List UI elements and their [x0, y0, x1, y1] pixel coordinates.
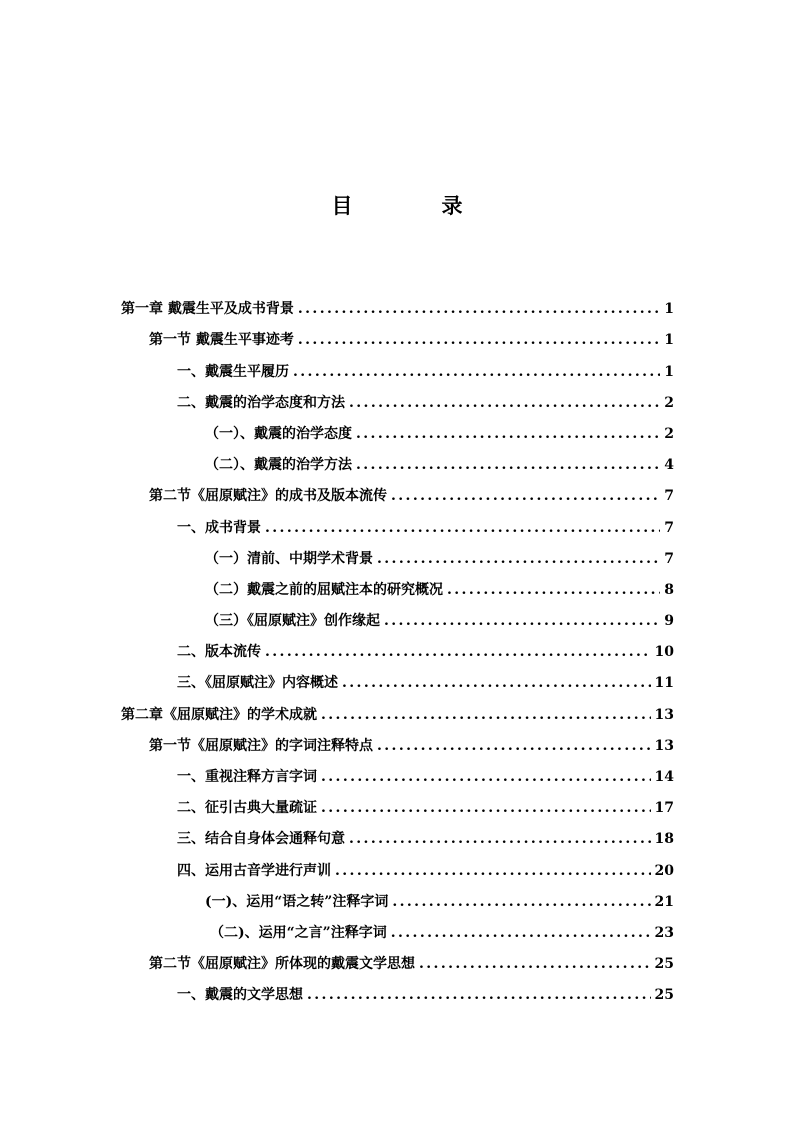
toc-page-number: 7 — [664, 488, 674, 504]
toc-page-number: 10 — [654, 644, 674, 660]
toc-page-number: 23 — [654, 925, 674, 941]
toc-page-number: 8 — [664, 582, 674, 598]
toc-entry-label: （一）清前、中期学术背景 — [205, 551, 373, 567]
toc-dot-leader — [321, 799, 651, 817]
toc-entry-subsection[interactable] — [0, 984, 674, 1004]
toc-entry-item[interactable] — [0, 891, 674, 911]
toc-entry-label: 第二节《屈原赋注》的成书及版本流传 — [149, 488, 387, 504]
toc-entry-subsection[interactable] — [0, 860, 674, 880]
toc-dot-leader — [392, 893, 650, 911]
toc-entry-label: （二）、戴震的治学方法 — [205, 457, 352, 473]
toc-entry-label: 第二章《屈原赋注》的学术成就 — [121, 707, 317, 723]
toc-entry-section[interactable] — [0, 329, 674, 349]
toc-page-number: 25 — [654, 987, 674, 1003]
toc-dot-leader — [419, 955, 651, 973]
toc-entry-label: （二）戴震之前的屈赋注本的研究概况 — [205, 582, 443, 598]
toc-dot-leader — [384, 612, 660, 630]
toc-entry-label: 三、结合自身体会通释句意 — [177, 831, 345, 847]
toc-entry-item[interactable] — [0, 922, 674, 942]
toc-entry-item[interactable] — [0, 610, 674, 630]
toc-entry-label: （三）《屈原赋注》创作缘起 — [205, 613, 380, 629]
toc-page-number: 14 — [654, 769, 674, 785]
toc-dot-leader — [265, 643, 651, 661]
toc-entry-subsection[interactable] — [0, 517, 674, 537]
toc-entry-subsection[interactable] — [0, 392, 674, 412]
toc-page-number: 1 — [664, 364, 674, 380]
toc-page-number: 7 — [664, 551, 674, 567]
toc-dot-leader — [321, 706, 651, 724]
toc-page-number: 13 — [654, 738, 674, 754]
toc-entry-label: 一、重视注释方言字词 — [177, 769, 317, 785]
toc-entry-label: 第一章 戴震生平及成书背景 — [121, 301, 294, 317]
toc-entry-label: 一、戴震生平履历 — [177, 364, 289, 380]
toc-entry-item[interactable] — [0, 454, 674, 474]
toc-page-number: 2 — [664, 426, 674, 442]
toc-dot-leader — [356, 456, 660, 474]
toc-page-number: 17 — [654, 800, 674, 816]
toc-dot-leader — [298, 331, 660, 349]
toc-entry-label: （二)、运用“之言”注释字词 — [210, 925, 387, 941]
toc-entry-label: 二、戴震的治学态度和方法 — [177, 395, 345, 411]
toc-entry-subsection[interactable] — [0, 766, 674, 786]
toc-dot-leader — [335, 862, 651, 880]
toc-page-number: 18 — [654, 831, 674, 847]
toc-entry-label: 第一节《屈原赋注》的字词注释特点 — [149, 738, 373, 754]
toc-entry-label: 三、《屈原赋注》内容概述 — [177, 675, 338, 691]
toc-page-number: 2 — [664, 395, 674, 411]
toc-entry-item[interactable] — [0, 548, 674, 568]
toc-entry-item[interactable] — [0, 423, 674, 443]
toc-dot-leader — [377, 737, 651, 755]
toc-entry-section[interactable] — [0, 485, 674, 505]
toc-dot-leader — [391, 924, 651, 942]
toc-dot-leader — [298, 300, 660, 318]
toc-entry-section[interactable] — [0, 953, 674, 973]
toc-entry-label: 一、成书背景 — [177, 520, 261, 536]
toc-dot-leader — [447, 581, 660, 599]
toc-dot-leader — [349, 394, 660, 412]
toc-dot-leader — [307, 986, 651, 1004]
toc-entry-label: 二、征引古典大量疏证 — [177, 800, 317, 816]
toc-page-number: 11 — [654, 675, 674, 691]
toc-page-number: 20 — [654, 863, 674, 879]
toc-dot-leader — [321, 768, 651, 786]
toc-entry-label: 二、版本流传 — [177, 644, 261, 660]
toc-entry-subsection[interactable] — [0, 672, 674, 692]
toc-entry-label: 四、运用古音学进行声训 — [177, 863, 331, 879]
toc-dot-leader — [391, 487, 660, 505]
toc-entry-chapter-2[interactable] — [0, 704, 674, 724]
toc-page-number: 13 — [654, 707, 674, 723]
toc-page-number: 1 — [664, 332, 674, 348]
toc-entry-label: (一)、运用“语之转”注释字词 — [205, 894, 389, 910]
toc-dot-leader — [349, 830, 651, 848]
toc-entry-item[interactable] — [0, 579, 674, 599]
page-title: 目 录 — [331, 194, 497, 218]
toc-entry-section[interactable] — [0, 735, 674, 755]
toc-page-number: 9 — [664, 613, 674, 629]
toc-dot-leader — [342, 674, 651, 692]
toc-entry-subsection[interactable] — [0, 828, 674, 848]
toc-entry-subsection[interactable] — [0, 361, 674, 381]
toc-entry-label: 一、戴震的文学思想 — [177, 987, 303, 1003]
toc-page-number: 4 — [664, 457, 674, 473]
toc-dot-leader — [293, 363, 660, 381]
toc-page-number: 25 — [654, 956, 674, 972]
toc-entry-label: 第一节 戴震生平事迹考 — [149, 332, 294, 348]
toc-entry-label: 第二节《屈原赋注》所体现的戴震文学思想 — [149, 956, 415, 972]
toc-entry-label: （一）、戴震的治学态度 — [205, 426, 352, 442]
toc-dot-leader — [377, 550, 660, 568]
toc-entry-subsection[interactable] — [0, 641, 674, 661]
toc-entry-subsection[interactable] — [0, 797, 674, 817]
toc-page-number: 21 — [654, 894, 674, 910]
toc-dot-leader — [356, 425, 660, 443]
toc-entry-chapter-1[interactable] — [0, 298, 674, 318]
toc-page-number: 1 — [664, 301, 674, 317]
toc-dot-leader — [265, 519, 660, 537]
toc-page-number: 7 — [664, 520, 674, 536]
